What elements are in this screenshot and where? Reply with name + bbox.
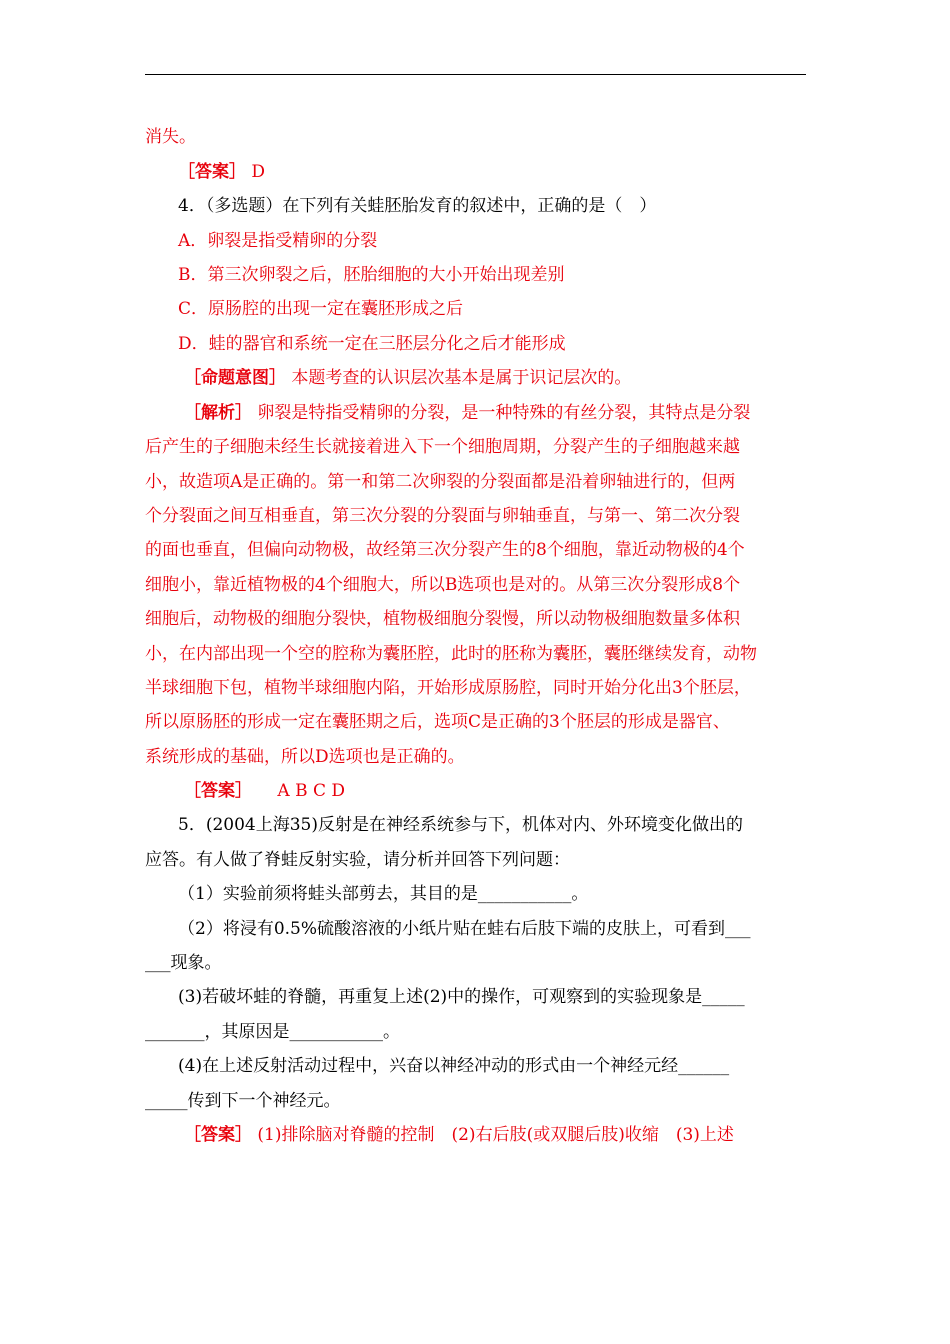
analysis-line: 小，在内部出现一个空的腔称为囊胚腔，此时的胚称为囊胚，囊胚继续发育，动物	[145, 644, 757, 664]
answer-line	[178, 162, 265, 182]
analysis-text: 卵裂是特指受精卵的分裂，是一种特殊的有丝分裂，其特点是分裂	[257, 403, 751, 423]
analysis-line: 细胞小，靠近植物极的4个细胞大，所以B选项也是对的。从第三次分裂形成8个	[145, 575, 741, 595]
sub-question-2-cont: ___现象。	[145, 953, 222, 973]
analysis-line: 的面也垂直，但偏向动物极，故经第三次分裂产生的8个细胞，靠近动物极的4个	[145, 540, 745, 560]
option-b: B．第三次卵裂之后，胚胎细胞的大小开始出现差别	[178, 265, 565, 285]
sub-question-2: （2）将浸有0.5%硫酸溶液的小纸片贴在蛙右后肢下端的皮肤上，可看到___	[178, 919, 751, 939]
analysis-line: 半球细胞下包，植物半球细胞内陷，开始形成原肠腔，同时开始分化出3个胚层，	[145, 678, 751, 698]
analysis-line: 细胞后，动物极的细胞分裂快，植物极细胞分裂慢，所以动物极细胞数量多体积	[145, 609, 740, 629]
answer-line	[184, 781, 345, 801]
sub-question-4: (4)在上述反射活动过程中，兴奋以神经冲动的形式由一个神经元经______	[178, 1056, 730, 1076]
question-5-cont: 应答。有人做了脊蛙反射实验，请分析并回答下列问题：	[145, 850, 570, 870]
sub-question-3: (3)若破坏蛙的脊髓，再重复上述(2)中的操作，可观察到的实验现象是_____	[178, 987, 745, 1007]
answer-value: D	[251, 162, 266, 182]
analysis-line: 小，故造项A是正确的。第一和第二次卵裂的分裂面都是沿着卵轴进行的，但两	[145, 472, 736, 492]
intent-tag: ［命题意图］	[184, 368, 286, 388]
analysis-line: 所以原肠胚的形成一定在囊胚期之后，选项C是正确的3个胚层的形成是器官、	[145, 712, 730, 732]
intent-text: 本题考查的认识层次基本是属于识记层次的。	[291, 368, 632, 388]
question-4: 4．（多选题）在下列有关蛙胚胎发育的叙述中，正确的是（ ）	[178, 196, 657, 216]
option-a: A．卵裂是指受精卵的分裂	[178, 231, 378, 251]
intent-line	[184, 368, 631, 388]
option-c: C．原肠腔的出现一定在囊胚形成之后	[178, 299, 464, 319]
option-d: D．蛙的器官和系统一定在三胚层分化之后才能形成	[178, 334, 566, 354]
answer-value: A B C D	[277, 781, 346, 801]
sub-question-3-cont: _______，其原因是___________。	[145, 1022, 400, 1042]
question-5: 5．(2004上海35)反射是在神经系统参与下，机体对内、外环境变化做出的	[178, 815, 743, 835]
answer-tag: ［答案］	[178, 162, 246, 182]
answer-value: (1)排除脑对脊髓的控制 (2)右后肢(或双腿后肢)收缩 (3)上述	[257, 1125, 734, 1145]
analysis-line	[184, 403, 750, 423]
analysis-line: 个分裂面之间互相垂直，第三次分裂的分裂面与卵轴垂直，与第一、第二次分裂	[145, 506, 740, 526]
text-line: 消失。	[145, 127, 196, 147]
sub-question-4-cont: _____传到下一个神经元。	[145, 1091, 341, 1111]
answer-tag: ［答案］	[184, 1125, 252, 1145]
answer-line	[184, 1125, 734, 1145]
analysis-tag: ［解析］	[184, 403, 252, 423]
header-rule	[145, 74, 806, 75]
answer-tag: ［答案］	[184, 781, 252, 801]
analysis-line: 系统形成的基础，所以D选项也是正确的。	[145, 747, 465, 767]
analysis-line: 后产生的子细胞未经生长就接着进入下一个细胞周期，分裂产生的子细胞越来越	[145, 437, 740, 457]
sub-question-1: （1）实验前须将蛙头部剪去，其目的是___________。	[178, 884, 589, 904]
